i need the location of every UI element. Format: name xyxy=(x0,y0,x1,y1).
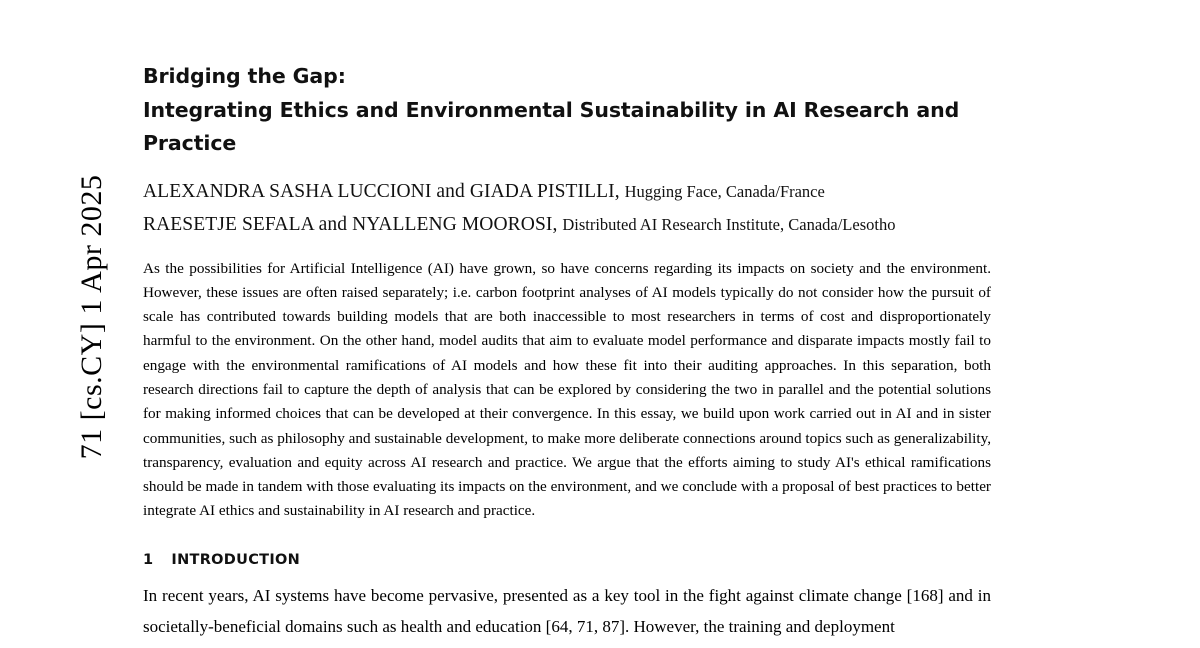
author-line xyxy=(143,175,991,208)
arxiv-identifier-stamp: 71 [cs.CY] 1 Apr 2025 xyxy=(75,174,108,460)
section-paragraph: In recent years, AI systems have become pervasive, presented as a key tool in the fight against climate change [168] and in societally-beneficial domains such as health and education [64, 71, 87]. However, the training and deployment xyxy=(143,585,991,636)
author-affiliation: Distributed AI Research Institute, Canada/Lesotho xyxy=(562,214,896,234)
author-names: RAESETJE SEFALA and NYALLENG MOOROSI, xyxy=(143,213,558,235)
title-line-1: Bridging the Gap: xyxy=(143,64,346,88)
title-line-2: Integrating Ethics and Environmental Sustainability in AI Research and xyxy=(143,97,960,122)
section-heading-introduction xyxy=(143,552,991,568)
section-number: 1 xyxy=(143,551,154,568)
title-line-3: Practice xyxy=(143,131,237,155)
paper-content xyxy=(143,60,991,642)
author-names: ALEXANDRA SASHA LUCCIONI and GIADA PISTILLI, xyxy=(143,180,620,202)
section-body-introduction xyxy=(143,580,991,642)
abstract xyxy=(143,257,991,524)
author-block xyxy=(143,175,991,241)
author-affiliation: Hugging Face, Canada/France xyxy=(624,181,825,201)
page-title xyxy=(143,60,991,161)
abstract-text: As the possibilities for Artificial Intelligence (AI) have grown, so have concerns regarding its impacts on society and the environment. However, these issues are often raised separately; i.e. carbon footprint analyses of AI models typically do not consider how the pursuit of scale has contributed towards building models that are both inaccessible to most researchers in terms of cost and disproportionately harmful to the environment. On the other hand, model audits that aim to evaluate model performance and disparate impacts mostly fail to engage with the environmental ramifications of AI models and how these fit into their auditing approaches. In this separation, both research directions fail to capture the depth of analysis that can be explored by considering the two in parallel and the potential solutions for making informed choices that can be developed at their convergence. In this essay, we build upon work carried out in AI and in sister communities, such as philosophy and sustainable development, to make more deliberate connections around topics such as generalizability, transparency, evaluation and equity across AI research and practice. We argue that the efforts aiming to study AI's ethical ramifications should be made in tandem with those evaluating its impacts on the environment, and we conclude with a proposal of best practices to better integrate AI ethics and sustainability in AI research and practice. xyxy=(143,259,991,520)
section-title: INTRODUCTION xyxy=(171,551,301,568)
author-line xyxy=(143,208,991,241)
